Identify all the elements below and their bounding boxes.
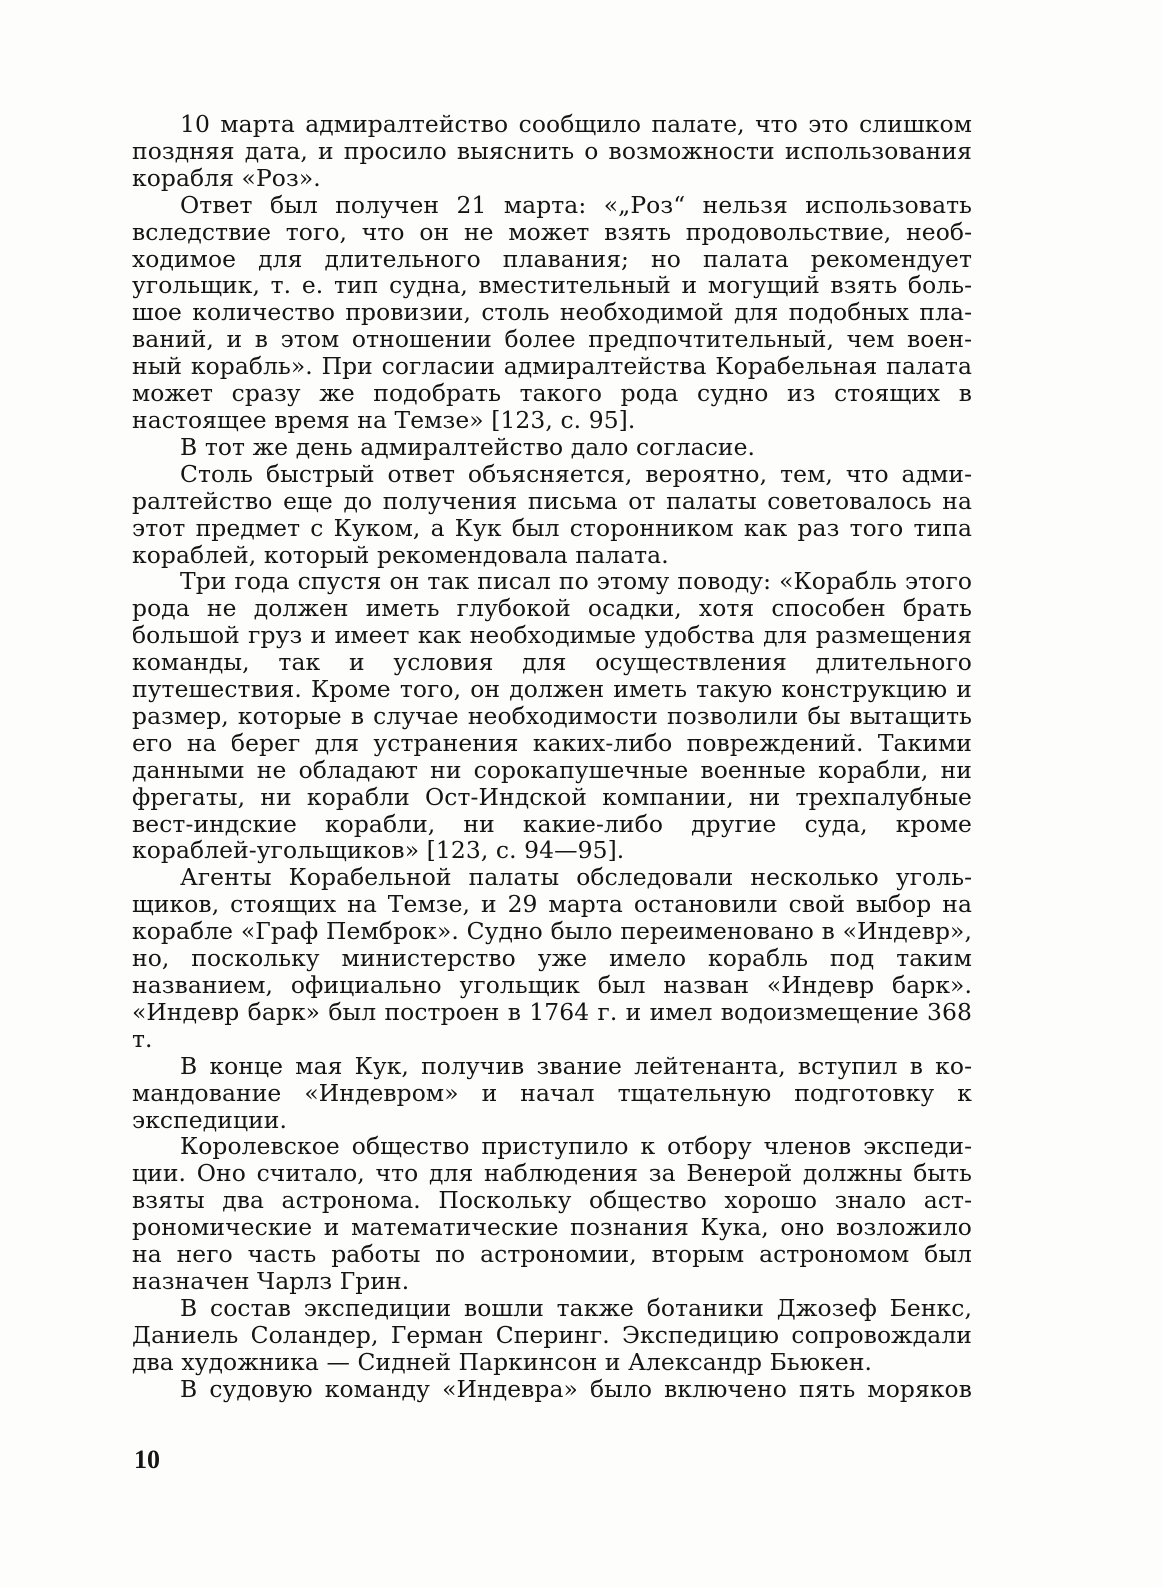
paragraph-ship-selection: Агенты Корабельной палаты обследовали несколько угольщиков, стоящих на Темзе, и 29 марта остановили свой выбор на корабле «Граф Пемброк». Судно было переименовано в «Индевр», но, поскольку министерство уже имело корабль под таким названием, официально угольщик был назван «Индевр барк». «Индевр барк» был построен в 1764 г. и имел водоизмещение 368 т. (132, 863, 972, 1053)
paragraph-board-reply: Ответ был получен 21 марта: «„Роз“ нельзя использовать вследствие того, что он не может взять продовольствие, необходимое для длительного плавания; но палата рекомендует угольщик, т. е. тип судна, вместительный и могущий взять большое количество провизии, столь необходимой для подобных плаваний, и в этом отношении более предпочтительный, чем военный корабль». При согласии адмиралтейства Корабельная палата может сразу же подобрать такого рода судно из стоящих в настоящее время на Темзе» [123, с. 95]. (132, 190, 972, 434)
paragraph-ship-crew: В судовую команду «Индевра» было включено пять моряков (180, 1374, 972, 1403)
paragraph-admiralty-letter: 10 марта адмиралтейство сообщило палате, что это слишком поздняя дата, и просило выяснить о возможности использования корабля «Роз». (132, 110, 972, 192)
paragraph-cook-command: В конце мая Кук, получив звание лейтенанта, вступил в командование «Индевром» и начал тщательную подготовку к экспедиции. (132, 1051, 972, 1134)
body-text (132, 111, 972, 1403)
paragraph-quick-answer: Столь быстрый ответ объясняется, вероятно, тем, что адмиралтейство еще до получения письма от палаты советовалось на этот предмет с Куком, а Кук был сторонником как раз того типа кораблей, который рекомендовала палата. (132, 459, 972, 569)
page-number: 10 (134, 1445, 160, 1474)
paragraph-expedition-members: В состав экспедиции вошли также ботаники Джозеф Бенкс, Даниель Соландер, Герман Сперинг. Экспедицию сопровождали два художника — Сидней Паркинсон и Александр Бьюкен. (132, 1293, 972, 1376)
paragraph-cook-quote: Три года спустя он так писал по этому поводу: «Корабль этого рода не должен иметь глубокой осадки, хотя способен брать большой груз и имеет как необходимые удобства для размещения команды, так и условия для осуществления длительного путешествия. Кроме того, он должен иметь такую конструкцию и размер, которые в случае необходимости позволили бы вытащить его на берег для устранения каких-либо повреждений. Такими данными не обладают ни сорокапушечные военные корабли, ни фрегаты, ни корабли Ост-Индской компании, ни трехпалубные вест-индские корабли, ни какие-либо другие суда, кроме кораблей-угольщиков» [123, с. 94—95]. (132, 567, 972, 865)
paragraph-admiralty-consent: В тот же день адмиралтейство дало согласие. (180, 432, 756, 461)
paragraph-royal-society: Королевское общество приступило к отбору членов экспедиции. Оно считало, что для наблюдения за Венерой должны быть взяты два астронома. Поскольку общество хорошо знало астрономические и математические познания Кука, оно возложило на него часть работы по астрономии, вторым астрономом был назначен Чарлз Грин. (132, 1132, 972, 1295)
